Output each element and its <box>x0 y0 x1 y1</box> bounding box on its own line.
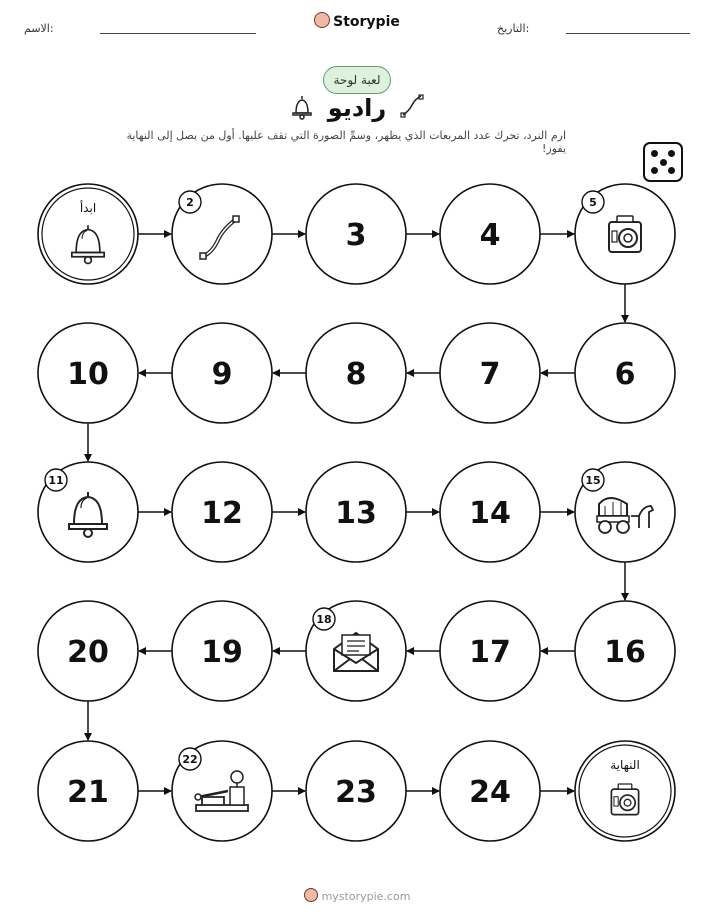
name-label: الاسم: <box>24 22 54 35</box>
board-cell-4[interactable] <box>440 184 540 284</box>
cell-number: 10 <box>67 357 109 392</box>
cell-number: 20 <box>67 635 109 670</box>
footer-url[interactable]: mystorypie.com <box>321 890 411 903</box>
cell-number: 17 <box>469 635 511 670</box>
board-cell-19[interactable] <box>172 601 272 701</box>
footer <box>0 888 714 903</box>
speaker-icon <box>609 216 641 252</box>
storypie-mascot-icon <box>304 888 318 902</box>
page-title: راديو <box>327 94 387 122</box>
cell-number: 2 <box>186 196 194 209</box>
cell-number: 6 <box>614 357 636 392</box>
cell-number: 3 <box>345 218 367 253</box>
board-cell-20[interactable] <box>38 601 138 701</box>
board-cell-6[interactable] <box>575 323 675 423</box>
board-cell-24[interactable] <box>440 741 540 841</box>
cell-number: 19 <box>201 635 243 670</box>
board-cell-7[interactable] <box>440 323 540 423</box>
board-cell-15[interactable] <box>575 462 675 562</box>
date-label: التاريخ: <box>497 22 530 35</box>
board-cell-18[interactable] <box>306 601 406 701</box>
board-game-badge: لعبة لوحة <box>323 66 391 94</box>
cell-number: 8 <box>345 357 367 392</box>
board-cell-25[interactable] <box>575 741 675 841</box>
board-cell-11[interactable] <box>38 462 138 562</box>
instructions: ارم النرد، تحرك عدد المربعات الذي يظهر، وسمِّ الصورة التي تقف عليها. أول من يصل إلى النهاية يفوز! <box>126 129 566 155</box>
finish-label: النهاية <box>610 758 640 772</box>
board-cell-2[interactable] <box>172 184 272 284</box>
speaker-icon <box>611 784 638 815</box>
cell-number: 21 <box>67 775 109 810</box>
board-cell-21[interactable] <box>38 741 138 841</box>
cell-number: 9 <box>211 357 233 392</box>
board-cell-23[interactable] <box>306 741 406 841</box>
board-cell-13[interactable] <box>306 462 406 562</box>
brand-name: Storypie <box>333 14 400 30</box>
cell-number: 18 <box>316 613 332 626</box>
board-cell-5[interactable] <box>575 184 675 284</box>
cell-number: 22 <box>182 753 198 766</box>
board-cell-12[interactable] <box>172 462 272 562</box>
cell-number: 24 <box>469 775 511 810</box>
cell-number: 16 <box>604 635 646 670</box>
board-cell-16[interactable] <box>575 601 675 701</box>
board-cell-14[interactable] <box>440 462 540 562</box>
board-cell-17[interactable] <box>440 601 540 701</box>
cell-number: 13 <box>335 496 377 531</box>
cell-number: 7 <box>479 357 501 392</box>
board-cell-1[interactable] <box>38 184 138 284</box>
cell-number: 12 <box>201 496 243 531</box>
cell-number: 5 <box>589 196 597 209</box>
start-label: ابدأ <box>79 201 97 215</box>
board-cell-3[interactable] <box>306 184 406 284</box>
cell-circle[interactable] <box>38 184 138 284</box>
cell-number: 14 <box>469 496 511 531</box>
board-cell-8[interactable] <box>306 323 406 423</box>
board-cell-10[interactable] <box>38 323 138 423</box>
board-cell-9[interactable] <box>172 323 272 423</box>
cell-number: 15 <box>585 474 601 487</box>
cell-number: 11 <box>48 474 64 487</box>
board-cell-22[interactable] <box>172 741 272 841</box>
cell-number: 23 <box>335 775 377 810</box>
cell-number: 4 <box>479 218 501 253</box>
